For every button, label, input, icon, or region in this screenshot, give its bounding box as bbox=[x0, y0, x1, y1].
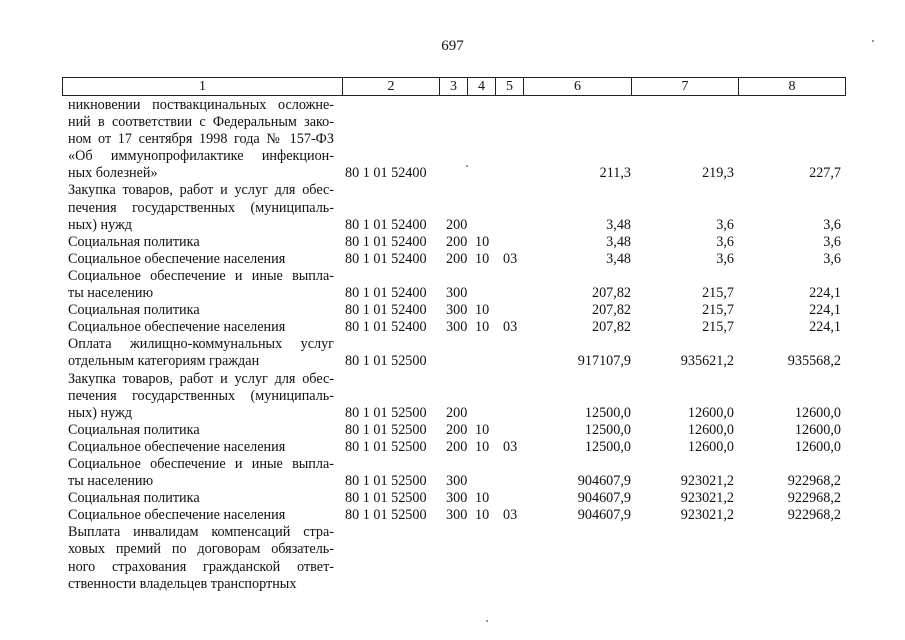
row-description bbox=[68, 524, 334, 592]
description-line: Социальное обеспечение и иные выпла- bbox=[68, 455, 334, 472]
row-description bbox=[68, 371, 334, 422]
amount-col-6: 904607,9 bbox=[577, 507, 631, 524]
row-description bbox=[68, 456, 334, 490]
description-line: Социальное обеспечение населения bbox=[68, 438, 286, 455]
amount-col-8: 224,1 bbox=[809, 319, 841, 336]
amount-col-6: 904607,9 bbox=[577, 490, 631, 507]
target-article-code: 80 1 01 52400 bbox=[345, 302, 427, 319]
section-code: 10 bbox=[475, 233, 490, 250]
amount-col-6: 904607,9 bbox=[577, 473, 631, 490]
table-row bbox=[0, 371, 905, 422]
amount-col-8: 3,6 bbox=[823, 216, 841, 233]
description-line: ховых премий по договорам обязатель- bbox=[68, 541, 334, 558]
section-code: 10 bbox=[475, 490, 490, 507]
row-description bbox=[68, 268, 334, 302]
description-line: никновении поствакцинальных осложне- bbox=[68, 97, 334, 113]
amount-col-6: 12500,0 bbox=[584, 404, 631, 421]
amount-col-8: 935568,2 bbox=[787, 353, 841, 370]
section-code: 10 bbox=[475, 421, 490, 438]
amount-col-7: 3,6 bbox=[716, 233, 734, 250]
description-line: ственности владельцев транспортных bbox=[68, 575, 297, 592]
table-row bbox=[0, 422, 905, 439]
expense-type-code: 200 bbox=[446, 250, 468, 267]
table-row bbox=[0, 439, 905, 456]
expense-type-code: 200 bbox=[446, 233, 468, 250]
amount-col-6: 3,48 bbox=[606, 250, 631, 267]
description-line: печения государственных (муниципаль- bbox=[68, 387, 334, 404]
row-description bbox=[68, 97, 334, 182]
section-code: 10 bbox=[475, 250, 490, 267]
table-row bbox=[0, 507, 905, 524]
target-article-code: 80 1 01 52500 bbox=[345, 507, 427, 524]
description-line: ных) нужд bbox=[68, 404, 133, 421]
description-line: ных) нужд bbox=[68, 216, 133, 233]
amount-col-7: 3,6 bbox=[716, 216, 734, 233]
amount-col-7: 12600,0 bbox=[687, 404, 734, 421]
description-line: печения государственных (муниципаль- bbox=[68, 199, 334, 216]
expense-type-code: 300 bbox=[446, 490, 468, 507]
scan-speck bbox=[466, 165, 468, 167]
page-number: 697 bbox=[441, 38, 464, 54]
amount-col-8: 3,6 bbox=[823, 233, 841, 250]
row-description bbox=[68, 336, 334, 370]
subsection-code: 03 bbox=[503, 507, 518, 524]
target-article-code: 80 1 01 52500 bbox=[345, 353, 427, 370]
amount-col-6: 12500,0 bbox=[584, 421, 631, 438]
description-line: Социальная политика bbox=[68, 490, 200, 507]
header-col-4: 4 bbox=[468, 78, 496, 95]
table-row bbox=[0, 524, 905, 592]
section-code: 10 bbox=[475, 319, 490, 336]
description-line: Социальная политика bbox=[68, 233, 200, 250]
amount-col-7: 215,7 bbox=[702, 302, 734, 319]
subsection-code: 03 bbox=[503, 438, 518, 455]
section-code: 10 bbox=[475, 507, 490, 524]
amount-col-6: 207,82 bbox=[591, 319, 631, 336]
target-article-code: 80 1 01 52500 bbox=[345, 438, 427, 455]
description-line: ных болезней» bbox=[68, 165, 158, 182]
amount-col-8: 12600,0 bbox=[794, 421, 841, 438]
amount-col-6: 3,48 bbox=[606, 216, 631, 233]
table-header-row bbox=[62, 77, 846, 96]
table-row bbox=[0, 319, 905, 336]
subsection-code: 03 bbox=[503, 319, 518, 336]
amount-col-6: 207,82 bbox=[591, 302, 631, 319]
description-line: отдельным категориям граждан bbox=[68, 353, 260, 370]
amount-col-8: 922968,2 bbox=[787, 507, 841, 524]
row-description bbox=[68, 490, 334, 507]
expense-type-code: 200 bbox=[446, 404, 468, 421]
expense-type-code: 300 bbox=[446, 473, 468, 490]
row-description bbox=[68, 422, 334, 439]
scan-speck bbox=[872, 40, 874, 42]
table-row bbox=[0, 456, 905, 490]
target-article-code: 80 1 01 52500 bbox=[345, 473, 427, 490]
description-line: ты населению bbox=[68, 473, 154, 490]
table-row bbox=[0, 97, 905, 182]
description-line: Выплата инвалидам компенсаций стра- bbox=[68, 524, 334, 541]
amount-col-8: 227,7 bbox=[809, 165, 841, 182]
description-line: Социальное обеспечение населения bbox=[68, 507, 286, 524]
amount-col-7: 923021,2 bbox=[680, 490, 734, 507]
expense-type-code: 300 bbox=[446, 319, 468, 336]
amount-col-7: 215,7 bbox=[702, 319, 734, 336]
subsection-code: 03 bbox=[503, 250, 518, 267]
amount-col-6: 917107,9 bbox=[577, 353, 631, 370]
table-row bbox=[0, 182, 905, 233]
description-line: Закупка товаров, работ и услуг для обес- bbox=[68, 182, 334, 199]
table-body bbox=[0, 97, 905, 593]
amount-col-7: 3,6 bbox=[716, 250, 734, 267]
target-article-code: 80 1 01 52400 bbox=[345, 233, 427, 250]
description-line: Социальное обеспечение и иные выпла- bbox=[68, 267, 334, 284]
description-line: ний в соответствии с Федеральным зако- bbox=[68, 114, 334, 131]
target-article-code: 80 1 01 52500 bbox=[345, 404, 427, 421]
table-row bbox=[0, 302, 905, 319]
row-description bbox=[68, 439, 334, 456]
description-line: «Об иммунопрофилактике инфекцион- bbox=[68, 148, 334, 165]
target-article-code: 80 1 01 52400 bbox=[345, 216, 427, 233]
description-line: Социальная политика bbox=[68, 302, 200, 319]
table-row bbox=[0, 234, 905, 251]
target-article-code: 80 1 01 52400 bbox=[345, 285, 427, 302]
row-description bbox=[68, 251, 334, 268]
description-line: ного страхования гражданской ответ- bbox=[68, 558, 334, 575]
target-article-code: 80 1 01 52500 bbox=[345, 421, 427, 438]
target-article-code: 80 1 01 52400 bbox=[345, 165, 427, 182]
table-row bbox=[0, 336, 905, 370]
amount-col-7: 12600,0 bbox=[687, 438, 734, 455]
amount-col-7: 12600,0 bbox=[687, 421, 734, 438]
target-article-code: 80 1 01 52500 bbox=[345, 490, 427, 507]
description-line: Социальное обеспечение населения bbox=[68, 250, 286, 267]
row-description bbox=[68, 234, 334, 251]
header-col-5: 5 bbox=[496, 78, 524, 95]
target-article-code: 80 1 01 52400 bbox=[345, 319, 427, 336]
expense-type-code: 200 bbox=[446, 216, 468, 233]
amount-col-7: 923021,2 bbox=[680, 473, 734, 490]
header-col-3: 3 bbox=[440, 78, 468, 95]
section-code: 10 bbox=[475, 302, 490, 319]
expense-type-code: 300 bbox=[446, 302, 468, 319]
header-col-1: 1 bbox=[63, 78, 343, 95]
expense-type-code: 200 bbox=[446, 421, 468, 438]
row-description bbox=[68, 182, 334, 233]
amount-col-8: 12600,0 bbox=[794, 438, 841, 455]
table-row bbox=[0, 268, 905, 302]
row-description bbox=[68, 507, 334, 524]
amount-col-6: 12500,0 bbox=[584, 438, 631, 455]
header-col-8: 8 bbox=[788, 79, 796, 94]
description-line: Социальная политика bbox=[68, 421, 200, 438]
amount-col-7: 219,3 bbox=[702, 165, 734, 182]
amount-col-8: 12600,0 bbox=[794, 404, 841, 421]
row-description bbox=[68, 302, 334, 319]
expense-type-code: 300 bbox=[446, 507, 468, 524]
scan-speck bbox=[486, 620, 488, 622]
amount-col-8: 922968,2 bbox=[787, 490, 841, 507]
amount-col-7: 935621,2 bbox=[680, 353, 734, 370]
amount-col-8: 922968,2 bbox=[787, 473, 841, 490]
section-code: 10 bbox=[475, 438, 490, 455]
table-row bbox=[0, 251, 905, 268]
row-description bbox=[68, 319, 334, 336]
amount-col-8: 224,1 bbox=[809, 285, 841, 302]
amount-col-8: 3,6 bbox=[823, 250, 841, 267]
amount-col-6: 3,48 bbox=[606, 233, 631, 250]
description-line: Закупка товаров, работ и услуг для обес- bbox=[68, 370, 334, 387]
description-line: Оплата жилищно-коммунальных услуг bbox=[68, 336, 334, 353]
amount-col-7: 923021,2 bbox=[680, 507, 734, 524]
amount-col-8: 224,1 bbox=[809, 302, 841, 319]
expense-type-code: 300 bbox=[446, 285, 468, 302]
description-line: Социальное обеспечение населения bbox=[68, 319, 286, 336]
target-article-code: 80 1 01 52400 bbox=[345, 250, 427, 267]
table-row bbox=[0, 490, 905, 507]
amount-col-6: 207,82 bbox=[591, 285, 631, 302]
header-col-6: 6 bbox=[524, 78, 632, 95]
description-line: ном от 17 сентября 1998 года № 157-ФЗ bbox=[68, 131, 334, 148]
description-line: ты населению bbox=[68, 285, 154, 302]
amount-col-7: 215,7 bbox=[702, 285, 734, 302]
header-col-2: 2 bbox=[343, 78, 440, 95]
header-col-7: 7 bbox=[632, 78, 739, 95]
amount-col-6: 211,3 bbox=[599, 165, 631, 182]
expense-type-code: 200 bbox=[446, 438, 468, 455]
